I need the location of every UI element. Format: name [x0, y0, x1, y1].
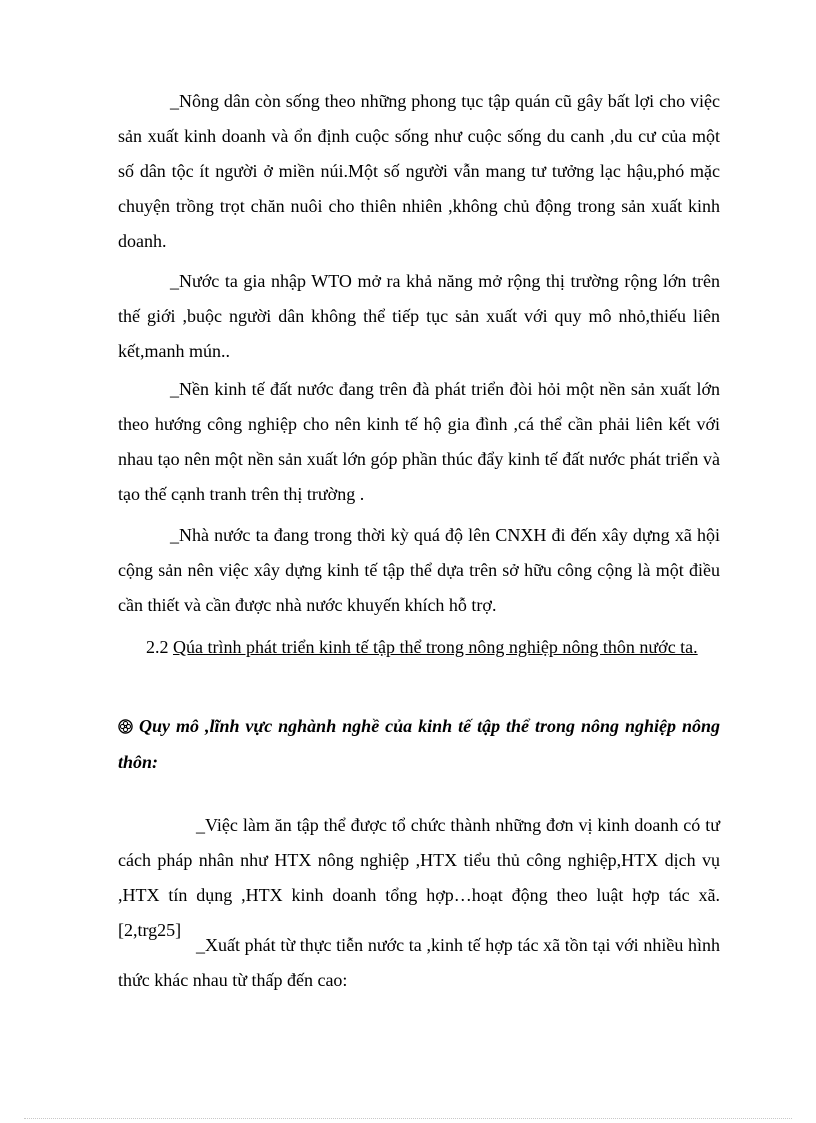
paragraph-farmers-customs: _Nông dân còn sống theo những phong tục tập quán cũ gây bất lợi cho việc sản xuất kinh doanh và ổn định cuộc sống như cuộc sống du canh ,du cư của một số dân tộc ít người ở miền núi.Một số người vẫn mang tư tưởng lạc hậu,phó mặc chuyện trồng trọt chăn nuôi cho thiên nhiên ,không chủ động trong sản xuất kinh doanh.: [118, 91, 720, 251]
paragraph-wto: _Nước ta gia nhập WTO mở ra khả năng mở rộng thị trường rộng lớn trên thế giới ,buộc người dân không thể tiếp tục sản xuất với quy mô nhỏ,thiếu liên kết,manh mún..: [118, 271, 720, 361]
paragraph-economy-development: _Nền kinh tế đất nước đang trên đà phát triển đòi hỏi một nền sản xuất lớn theo hướng công nghiệp cho nên kinh tế hộ gia đình ,cá thể cần phải liên kết với nhau tạo nên một nền sản xuất lớn góp phần thúc đẩy kinh tế đất nước phát triển và tạo thế cạnh tranh trên thị trường .: [118, 379, 720, 504]
paragraph-state-socialism: _Nhà nước ta đang trong thời kỳ quá độ lên CNXH đi đến xây dựng xã hội cộng sản nên việc xây dựng kinh tế tập thể dựa trên sở hữu công cộng là một điều cần thiết và cần được nhà nước khuyến khích hỗ trợ.: [118, 525, 720, 615]
subsection-title: Quy mô ,lĩnh vực nghành nghề của kinh tế tập thể trong nông nghiệp nông thôn:: [118, 716, 720, 772]
page-bottom-divider: [24, 1118, 792, 1119]
subsection-heading: [118, 708, 720, 780]
paragraph-cooperative-forms: _Việc làm ăn tập thể được tổ chức thành những đơn vị kinh doanh có tư cách pháp nhân như HTX nông nghiệp ,HTX tiểu thủ công nghiệp,HTX dịch vụ ,HTX tín dụng ,HTX kinh doanh tổng hợp…hoạt động theo luật hợp tác xã.[2,trg25]: [118, 815, 720, 940]
section-number: 2.2: [146, 637, 169, 657]
flower-bullet-icon: [118, 710, 133, 725]
section-title: Qúa trình phát triển kinh tế tập thể trong nông nghiệp nông thôn nước ta.: [173, 637, 698, 657]
paragraph-practice-origin: _Xuất phát từ thực tiễn nước ta ,kinh tế hợp tác xã tồn tại với nhiều hình thức khác nhau từ thấp đến cao:: [118, 935, 720, 990]
section-heading: [118, 630, 720, 665]
